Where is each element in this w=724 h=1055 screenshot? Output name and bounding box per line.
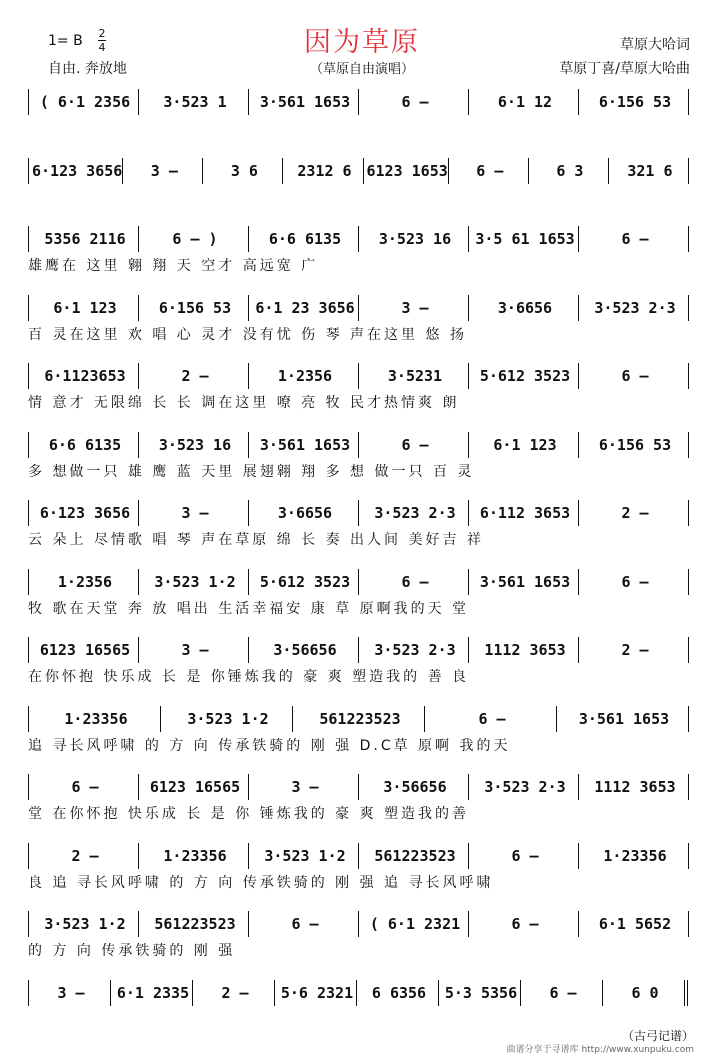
measure: 321 6	[627, 161, 673, 180]
measure: 6 –	[478, 709, 506, 728]
measure: 6·1123653	[44, 367, 126, 385]
measure: 5·6 2321	[280, 983, 354, 1002]
measure: 3·523 2·3	[484, 778, 566, 796]
measure: 6·123 3656	[32, 161, 123, 180]
measure: 6·123 3656	[39, 504, 131, 522]
measure: 3·523 2·3	[374, 641, 456, 659]
time-signature	[98, 28, 106, 53]
lyric-text: 百 灵在这里 欢 唱 心 灵才 没有忧 伤 琴 声在这里 悠 扬	[28, 326, 467, 343]
score-row	[28, 157, 692, 185]
measure: 6 –	[401, 93, 429, 111]
lyricist: 草原大哈词	[620, 37, 690, 53]
measure: 6 –	[476, 161, 504, 180]
lyric-line	[28, 255, 692, 275]
transcriber-credit: （古弓记谱）	[621, 1029, 694, 1043]
measure: 3·523 2·3	[374, 504, 456, 522]
key-signature: 1= B	[48, 33, 83, 49]
measure: 6123 1653	[366, 161, 448, 180]
measure: 6 0	[631, 983, 659, 1002]
score-row	[28, 636, 692, 664]
measure: 2 –	[221, 983, 249, 1002]
measure: 2 –	[621, 504, 649, 522]
measure: 6 –	[621, 367, 649, 385]
score-row	[28, 705, 692, 733]
lyric-line	[28, 529, 692, 549]
measure: 2 –	[621, 641, 649, 659]
measure: 3 6	[230, 161, 258, 180]
measure: 3·6656	[277, 504, 333, 522]
measure: 6·6 6135	[268, 230, 342, 248]
measure: 6·1 123	[493, 435, 557, 454]
measure: 5·3 5356	[444, 983, 518, 1002]
measure: 561223523	[154, 915, 236, 933]
score-row	[28, 979, 692, 1007]
measure: 6·156 53	[598, 93, 672, 111]
measure: 6 –	[71, 778, 99, 796]
score-row	[28, 568, 692, 596]
lyric-text: 情 意才 无限绵 长 长 调在这里 嘹 亮 牧 民才热情爽 朗	[28, 395, 460, 411]
measure: 3·523 16	[158, 435, 232, 454]
measure: 6·1 23 3656	[255, 298, 355, 317]
measure: 6 –	[549, 983, 577, 1002]
lyric-text: 的 方 向 传承铁骑的 刚 强	[28, 943, 236, 959]
measure: 6·1 5652	[598, 915, 672, 933]
site-name: 曲谱分享于寻谱库	[506, 1045, 579, 1055]
lyric-text: 多 想做一只 雄 鹰 蓝 天里 展翅翱 翔 多 想 做一只 百 灵	[28, 463, 475, 480]
lyric-line	[28, 461, 692, 481]
measure: 561223523	[319, 709, 401, 728]
score-row	[28, 842, 692, 870]
lyric-text: 牧 歌在天堂 奔 放 唱出 生活幸福安 康 草 原啊我的天 堂	[28, 600, 470, 617]
song-subtitle: （草原自由演唱）	[309, 62, 414, 77]
measure: 3·6656	[497, 298, 553, 317]
measure: 3·523 1	[163, 93, 227, 111]
measure: 3 –	[57, 983, 85, 1002]
measure: 3 –	[181, 504, 209, 522]
tempo-marking: 自由. 奔放地	[48, 61, 127, 77]
measure: ( 6·1 2321	[369, 915, 461, 933]
measure: 6 –	[621, 572, 649, 591]
score-row	[28, 88, 692, 116]
measure: 1112 3653	[594, 778, 676, 796]
measure: 3·523 1·2	[44, 915, 126, 933]
measure: 6 –	[291, 915, 319, 933]
lyric-text: 在你怀抱 快乐成 长 是 你锤炼我的 豪 爽 塑造我的 善 良	[28, 669, 470, 685]
measure: 3·5231	[387, 367, 443, 385]
measure: 1·2356	[277, 367, 333, 385]
measure: 1112 3653	[484, 641, 566, 659]
measure: 5356 2116	[44, 230, 126, 248]
measure: 6123 16565	[39, 641, 131, 659]
measure: 3·523 2·3	[594, 298, 676, 317]
measure: 3 –	[401, 298, 429, 317]
time-top: 2	[98, 27, 106, 40]
measure: 6 –	[401, 572, 429, 591]
measure: 6 – )	[172, 230, 218, 248]
measure: 6·1 123	[53, 298, 117, 317]
site-watermark	[507, 1042, 694, 1055]
lyric-line	[28, 940, 692, 960]
lyric-text: 云 朵上 尽情歌 唱 琴 声在草原 绵 长 奏 出人间 美好吉 祥	[28, 532, 484, 548]
measure: 5·612 3523	[259, 572, 351, 591]
measure: 6 –	[401, 435, 429, 454]
lyric-line	[28, 735, 692, 755]
lyric-line	[28, 598, 692, 618]
measure: 2312 6	[297, 161, 352, 180]
measure: 3·5 61 1653	[475, 230, 575, 248]
measure: 3 –	[181, 641, 209, 659]
score-row	[28, 910, 692, 938]
song-title: 因为草原	[304, 27, 420, 58]
measure: 6123 16565	[149, 778, 241, 796]
measure: 3·523 16	[378, 230, 452, 248]
measure: 3·523 1·2	[187, 709, 269, 728]
lyric-text: 堂 在你怀抱 快乐成 长 是 你 锤炼我的 豪 爽 塑造我的善	[28, 806, 470, 822]
lyric-line	[28, 872, 692, 892]
measure: 2 –	[71, 846, 99, 865]
measure: 6·1 12	[497, 93, 553, 111]
lyric-line	[28, 324, 692, 344]
lyric-line	[28, 666, 692, 686]
measure: 3·561 1653	[578, 709, 670, 728]
measure: 1·2356	[57, 572, 113, 591]
measure: 1·23356	[163, 846, 227, 865]
site-url: http://www.xunpuku.com	[581, 1045, 694, 1055]
measure: 6 3	[556, 161, 584, 180]
lyric-text: 良 追 寻长风呼啸 的 方 向 传承铁骑的 刚 强 追 寻长风呼啸	[28, 874, 494, 891]
measure: 1·23356	[64, 709, 128, 728]
measure: 6·156 53	[598, 435, 672, 454]
lyric-line	[28, 803, 692, 823]
measure: 3·561 1653	[259, 435, 351, 454]
measure: 6 6356	[371, 983, 427, 1002]
measure: 6·156 53	[158, 298, 232, 317]
measure: 561223523	[374, 846, 456, 865]
score-row	[28, 773, 692, 801]
composer: 草原丁喜/草原大哈曲	[559, 61, 690, 77]
lyric-line	[28, 392, 692, 412]
measure: 6·6 6135	[48, 435, 122, 454]
measure: 3·561 1653	[479, 572, 571, 591]
measure: 6 –	[511, 846, 539, 865]
lyric-text: 雄鹰在 这里 翱 翔 天 空才 高远宽 广	[28, 258, 319, 274]
score-row	[28, 294, 692, 322]
measure: 3·561 1653	[259, 93, 351, 111]
measure: 2 –	[181, 367, 209, 385]
measure: 6·1 2335	[116, 983, 190, 1002]
measure: 6 –	[511, 915, 539, 933]
lyric-text: 追 寻长风呼啸 的 方 向 传承铁骑的 刚 强 D.C草 原啊 我的天	[28, 737, 511, 754]
measure: 6 –	[621, 230, 649, 248]
measure: 3·56656	[273, 641, 337, 659]
measure: 3 –	[150, 161, 178, 180]
score-row	[28, 225, 692, 253]
measure: 5·612 3523	[479, 367, 571, 385]
measure: 3·523 1·2	[264, 846, 346, 865]
measure: ( 6·1 2356	[39, 93, 131, 111]
measure: 3 –	[291, 778, 319, 796]
score-row	[28, 362, 692, 390]
measure: 3·56656	[383, 778, 447, 796]
measure: 1·23356	[603, 846, 667, 865]
score-row	[28, 431, 692, 459]
measure: 3·523 1·2	[154, 572, 236, 591]
measure: 6·112 3653	[479, 504, 571, 522]
time-bottom: 4	[98, 41, 106, 54]
score-row	[28, 499, 692, 527]
